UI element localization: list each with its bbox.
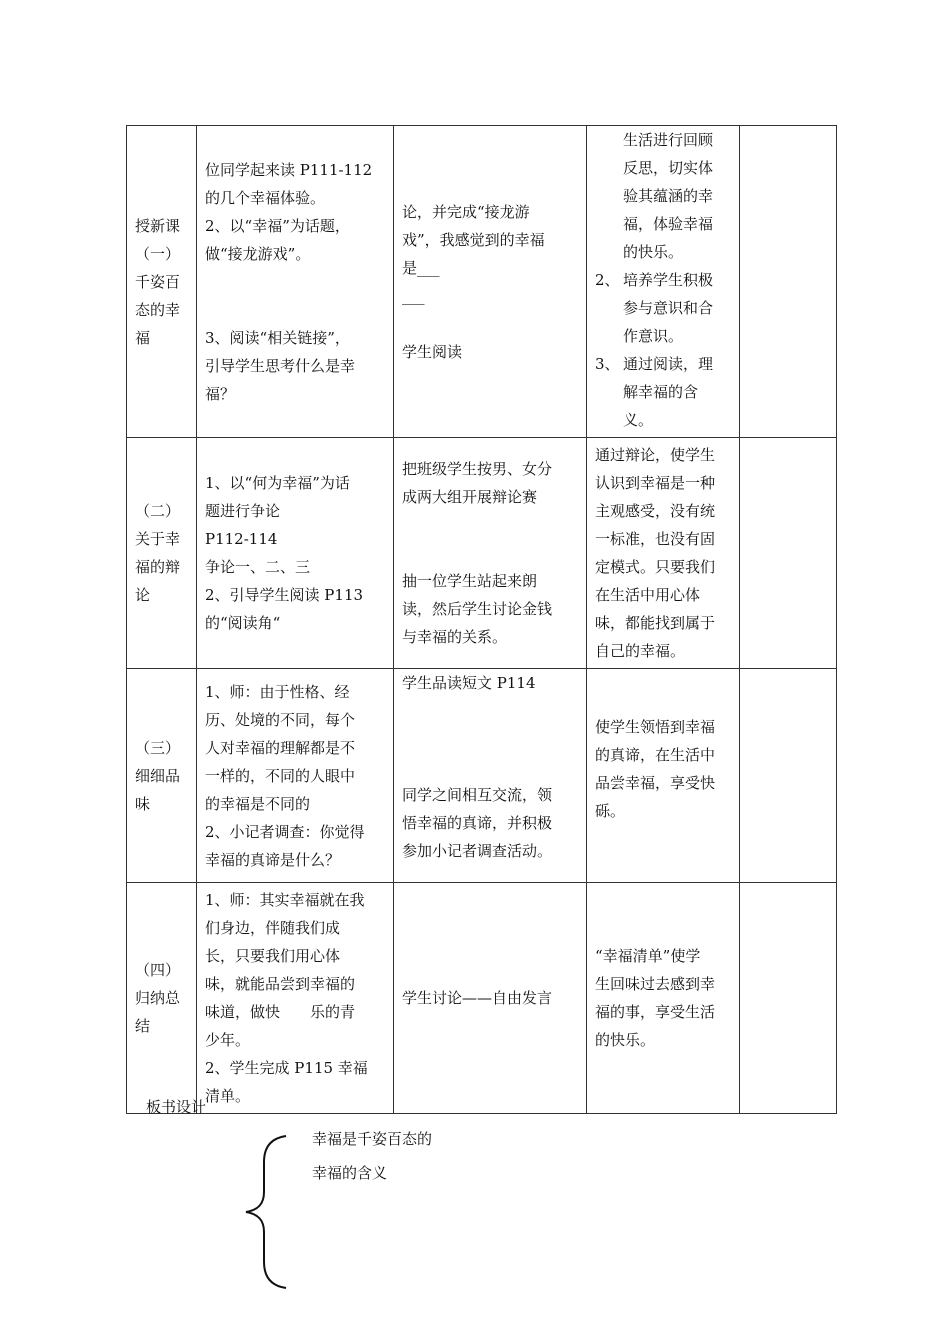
lesson-plan-table (126, 125, 837, 1114)
student-activity: 把班级学生按男、女分 成两大组开展辩论赛 抽一位学生站起来朗 读，然后学生讨论金钱 与幸福的关系。 (394, 438, 587, 669)
objective-item-2: 2、 培养学生积极 参与意识和合 作意识。 (595, 271, 714, 345)
section-label: （二） 关于幸 福的辩 论 (127, 438, 197, 669)
teaching-objective: 生活进行回顾 反思，切实体 验其蕴涵的幸 福，体验幸福 的快乐。 2、 培养学生积极 参与意识和合 作意识。 3、 通过阅读，理 解幸福的含 义。 (587, 126, 740, 438)
remark-cell (740, 126, 837, 438)
student-activity: 论，并完成“接龙游 戏”，我感觉到的幸福 是___ ___ 学生阅读 (394, 126, 587, 438)
section-label: （四） 归纳总 结 (127, 883, 197, 1114)
student-activity: 学生品读短文 P114 同学之间相互交流，领 悟幸福的真谛，并积极 参加小记者调查活动。 (394, 669, 587, 883)
table-row-4 (127, 883, 837, 1114)
student-activity: 学生讨论——自由发言 (394, 883, 587, 1114)
board-design-title: 板书设计 (146, 1098, 207, 1116)
teacher-activity: 1、师：其实幸福就在我 们身边，伴随我们成 长，只要我们用心体 味，就能品尝到幸福的 味道，做快 乐的青 少年。 2、学生完成 P115 幸福 清单。 (197, 883, 394, 1114)
teacher-activity: 1、师：由于性格、经 历、处境的不同，每个 人对幸福的理解都是不 一样的，不同的人眼中 的幸福是不同的 2、小记者调查：你觉得 幸福的真谛是什么？ (197, 669, 394, 883)
board-item-1: 幸福是千姿百态的 (312, 1130, 433, 1148)
teaching-objective: 使学生领悟到幸福 的真谛，在生活中 品尝幸福，享受快 砾。 (587, 669, 740, 883)
curly-brace-icon (240, 1132, 300, 1292)
teacher-activity: 1、以“何为幸福”为话 题进行争论 P112-114 争论一、二、三 2、引导学生阅读 P113 的“阅读角“ (197, 438, 394, 669)
table-row-1 (127, 126, 837, 438)
table-row-2 (127, 438, 837, 669)
section-label: 授新课 （一） 千姿百 态的幸 福 (127, 126, 197, 438)
remark-cell (740, 669, 837, 883)
remark-cell (740, 438, 837, 669)
teaching-objective: 通过辩论，使学生 认识到幸福是一种 主观感受，没有统 一标准，也没有固 定模式。只要我们 在生活中用心体 味，都能找到属于 自己的幸福。 (587, 438, 740, 669)
remark-cell (740, 883, 837, 1114)
table-row-3 (127, 669, 837, 883)
teacher-activity: 位同学起来读 P111-112 的几个幸福体验。 2、以“幸福”为话题， 做“接龙游戏”。 3、阅读“相关链接”， 引导学生思考什么是幸 福？ (197, 126, 394, 438)
section-label: （三） 细细品 味 (127, 669, 197, 883)
board-item-2: 幸福的含义 (312, 1164, 388, 1182)
teaching-objective: “幸福清单”使学 生回味过去感到幸 福的事，享受生活 的快乐。 (587, 883, 740, 1114)
objective-item-3: 3、 通过阅读，理 解幸福的含 义。 (595, 355, 714, 429)
